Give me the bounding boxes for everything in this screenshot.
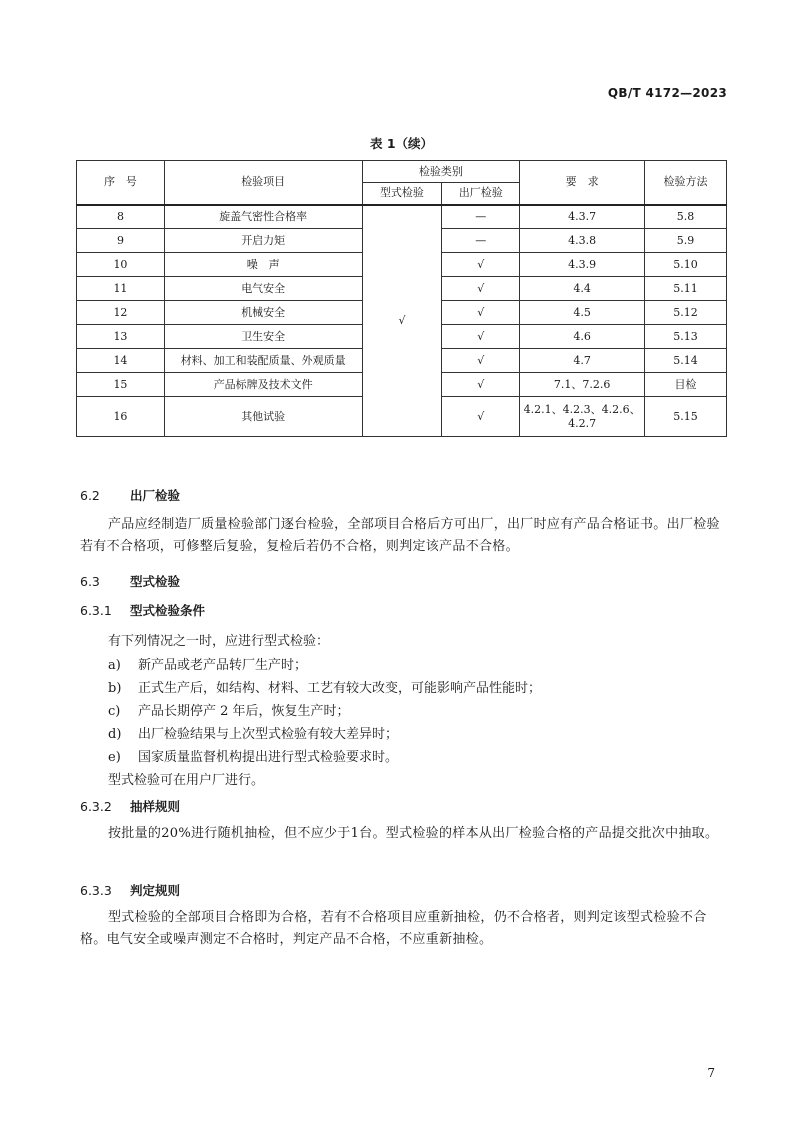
section-6-3-2-heading	[80, 797, 180, 815]
section-number: 6.2	[80, 488, 100, 503]
header-seq: 序 号	[77, 161, 165, 205]
cell-item: 噪 声	[164, 253, 362, 277]
table-caption: 表 1（续）	[369, 136, 434, 151]
cell-seq: 8	[77, 205, 165, 229]
header-category: 检验类别	[362, 161, 520, 183]
cell-seq: 12	[77, 301, 165, 325]
cell-seq: 13	[77, 325, 165, 349]
cell-method: 目检	[645, 373, 727, 397]
header-item: 检验项目	[164, 161, 362, 205]
cell-factory: —	[442, 229, 520, 253]
section-number: 6.3	[80, 574, 100, 589]
section-6-3-1-heading	[80, 601, 205, 619]
cell-seq: 10	[77, 253, 165, 277]
cell-factory: √	[442, 325, 520, 349]
section-title: 型式检验	[130, 574, 181, 589]
section-6-3-heading	[80, 572, 180, 590]
list-item	[108, 677, 541, 696]
cell-method: 5.9	[645, 229, 727, 253]
list-item	[108, 654, 307, 673]
section-number: 6.3.3	[80, 883, 112, 898]
standard-number: QB/T 4172—2023	[607, 86, 727, 100]
cell-method: 5.12	[645, 301, 727, 325]
conditions-intro: 有下列情况之一时，应进行型式检验：	[108, 634, 330, 649]
list-text: 出厂检验结果与上次型式检验有较大差异时；	[138, 727, 399, 742]
header-factory-test: 出厂检验	[442, 183, 520, 205]
list-label: a)	[108, 658, 121, 673]
cell-method: 5.13	[645, 325, 727, 349]
cell-req: 4.7	[520, 349, 645, 373]
section-number: 6.3.1	[80, 603, 112, 618]
list-text: 产品长期停产 2 年后，恢复生产时；	[138, 704, 350, 719]
cell-item: 材料、加工和装配质量、外观质量	[164, 349, 362, 373]
cell-req: 4.3.7	[520, 205, 645, 229]
section-6-2-heading	[80, 486, 180, 504]
inspection-table	[76, 160, 727, 437]
cell-method: 5.8	[645, 205, 727, 229]
cell-item: 其他试验	[164, 397, 362, 437]
list-text: 正式生产后，如结构、材料、工艺有较大改变，可能影响产品性能时；	[138, 681, 542, 696]
list-label: b)	[108, 681, 122, 696]
cell-factory: √	[442, 253, 520, 277]
section-6-3-3-text: 型式检验的全部项目合格即为合格，若有不合格项目应重新抽检，仍不合格者，则判定该型式检验不合格。电气安全或噪声测定不合格时，判定产品不合格，不应重新抽检。	[80, 910, 707, 947]
cell-req: 4.2.1、4.2.3、4.2.6、4.2.7	[520, 397, 645, 437]
list-label: c)	[108, 704, 121, 719]
cell-type-test-merged: √	[362, 205, 442, 437]
cell-factory: √	[442, 277, 520, 301]
cell-method: 5.14	[645, 349, 727, 373]
cell-item: 电气安全	[164, 277, 362, 301]
section-number: 6.3.2	[80, 799, 112, 814]
section-6-3-2-text: 按批量的20%进行随机抽检，但不应少于1台。型式检验的样本从出厂检验合格的产品提交批次中抽取。	[108, 826, 719, 841]
header-method: 检验方法	[645, 161, 727, 205]
section-title: 型式检验条件	[130, 603, 206, 618]
cell-req: 4.5	[520, 301, 645, 325]
cell-seq: 14	[77, 349, 165, 373]
cell-req: 7.1、7.2.6	[520, 373, 645, 397]
cell-factory: —	[442, 205, 520, 229]
list-text: 新产品或老产品转厂生产时；	[138, 658, 308, 673]
cell-item: 产品标牌及技术文件	[164, 373, 362, 397]
cell-req: 4.3.9	[520, 253, 645, 277]
cell-req: 4.4	[520, 277, 645, 301]
table-header-row	[77, 161, 727, 183]
cell-factory: √	[442, 373, 520, 397]
section-6-3-3-heading	[80, 881, 180, 899]
section-6-2-text: 产品应经制造厂质量检验部门逐台检验，全部项目合格后方可出厂，出厂时应有产品合格证书。出厂检验若有不合格项，可修整后复验，复检后若仍不合格，则判定该产品不合格。	[80, 517, 720, 554]
cell-item: 卫生安全	[164, 325, 362, 349]
cell-seq: 16	[77, 397, 165, 437]
cell-item: 旋盖气密性合格率	[164, 205, 362, 229]
list-item	[108, 700, 350, 719]
cell-item: 开启力矩	[164, 229, 362, 253]
cell-factory: √	[442, 397, 520, 437]
list-item	[108, 746, 398, 765]
cell-method: 5.10	[645, 253, 727, 277]
list-text: 国家质量监督机构提出进行型式检验要求时。	[138, 750, 399, 765]
cell-item: 机械安全	[164, 301, 362, 325]
cell-req: 4.6	[520, 325, 645, 349]
cell-seq: 15	[77, 373, 165, 397]
list-item	[108, 723, 398, 742]
cell-method: 5.11	[645, 277, 727, 301]
cell-seq: 11	[77, 277, 165, 301]
section-title: 抽样规则	[130, 799, 181, 814]
section-title: 出厂检验	[130, 488, 181, 503]
list-label: e)	[108, 750, 121, 765]
table-row	[77, 205, 727, 229]
page-number: 7	[707, 1066, 715, 1080]
header-requirement: 要 求	[520, 161, 645, 205]
header-type-test: 型式检验	[362, 183, 442, 205]
list-label: d)	[108, 727, 122, 742]
cell-factory: √	[442, 301, 520, 325]
section-title: 判定规则	[130, 883, 181, 898]
cell-factory: √	[442, 349, 520, 373]
cell-method: 5.15	[645, 397, 727, 437]
cell-seq: 9	[77, 229, 165, 253]
cell-req: 4.3.8	[520, 229, 645, 253]
conditions-outro: 型式检验可在用户厂进行。	[108, 773, 265, 788]
